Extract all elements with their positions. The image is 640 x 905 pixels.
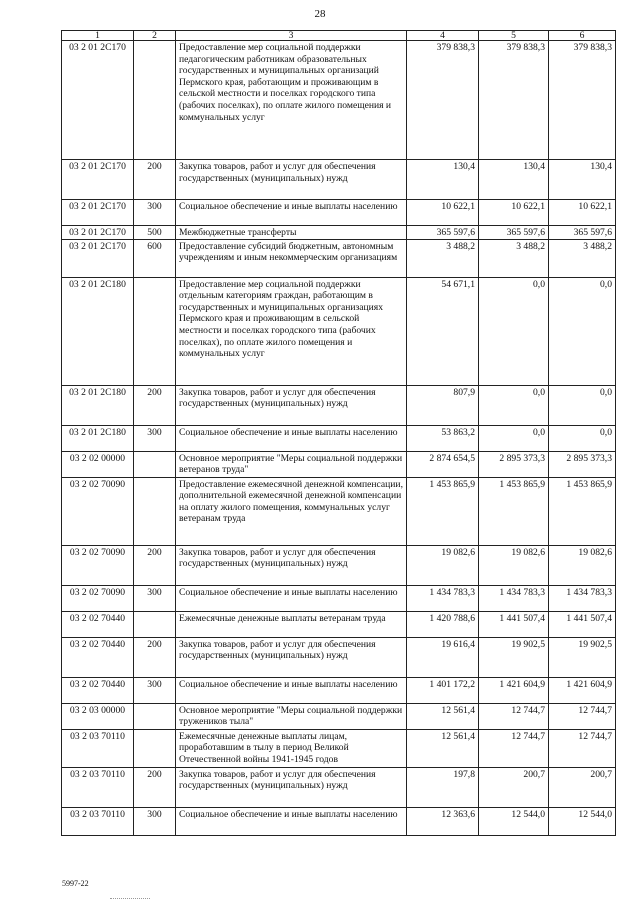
table-row xyxy=(62,226,616,240)
row-code: 03 2 01 2С170 xyxy=(62,226,134,240)
row-code: 03 2 02 00000 xyxy=(62,451,134,477)
row-value-col5: 0,0 xyxy=(479,425,549,451)
table-row xyxy=(62,545,616,585)
row-code: 03 2 01 2С180 xyxy=(62,425,134,451)
row-value-col6: 130,4 xyxy=(549,160,616,200)
row-value-col6: 1 434 783,3 xyxy=(549,585,616,611)
row-value-col6: 365 597,6 xyxy=(549,226,616,240)
row-name: Социальное обеспечение и иные выплаты населению xyxy=(176,200,407,226)
row-code: 03 2 02 70440 xyxy=(62,637,134,677)
row-type xyxy=(134,611,176,637)
row-name: Социальное обеспечение и иные выплаты населению xyxy=(176,585,407,611)
row-value-col6: 0,0 xyxy=(549,425,616,451)
row-value-col4: 12 363,6 xyxy=(407,807,479,835)
row-value-col5: 2 895 373,3 xyxy=(479,451,549,477)
row-code: 03 2 01 2С180 xyxy=(62,385,134,425)
row-value-col4: 3 488,2 xyxy=(407,239,479,277)
page-number: 28 xyxy=(314,8,326,20)
row-value-col6: 1 441 507,4 xyxy=(549,611,616,637)
row-value-col5: 1 434 783,3 xyxy=(479,585,549,611)
row-name: Предоставление мер социальной поддержки педагогическим работникам образовательных государственных и муниципальных организаций Пермского края, работающим и проживающим в сельской местности и поселках городского типа (рабочих поселках), по оплате жилого помещения и коммунальных услуг xyxy=(176,41,407,160)
row-value-col5: 200,7 xyxy=(479,767,549,807)
table-row xyxy=(62,611,616,637)
row-code: 03 2 03 70110 xyxy=(62,729,134,767)
row-type: 200 xyxy=(134,545,176,585)
row-value-col5: 365 597,6 xyxy=(479,226,549,240)
row-code: 03 2 01 2С170 xyxy=(62,41,134,160)
row-type: 300 xyxy=(134,200,176,226)
row-value-col4: 807,9 xyxy=(407,385,479,425)
row-value-col5: 3 488,2 xyxy=(479,239,549,277)
row-value-col6: 0,0 xyxy=(549,385,616,425)
row-value-col4: 19 616,4 xyxy=(407,637,479,677)
row-value-col5: 12 744,7 xyxy=(479,703,549,729)
row-code: 03 2 01 2С170 xyxy=(62,160,134,200)
row-value-col4: 19 082,6 xyxy=(407,545,479,585)
row-value-col5: 12 544,0 xyxy=(479,807,549,835)
row-value-col5: 19 902,5 xyxy=(479,637,549,677)
row-value-col5: 10 622,1 xyxy=(479,200,549,226)
row-name: Закупка товаров, работ и услуг для обеспечения государственных (муниципальных) нужд xyxy=(176,160,407,200)
row-type: 200 xyxy=(134,637,176,677)
column-header: 5 xyxy=(479,31,549,41)
row-value-col4: 2 874 654,5 xyxy=(407,451,479,477)
row-type: 300 xyxy=(134,807,176,835)
table-row xyxy=(62,200,616,226)
row-type: 300 xyxy=(134,677,176,703)
row-name: Ежемесячные денежные выплаты лицам, проработавшим в тылу в период Великой Отечественной войны 1941-1945 годов xyxy=(176,729,407,767)
row-type: 300 xyxy=(134,425,176,451)
row-name: Социальное обеспечение и иные выплаты населению xyxy=(176,677,407,703)
row-name: Предоставление ежемесячной денежной компенсации, дополнительной ежемесячной денежной компенсации на оплату жилого помещения, коммунальных услуг ветеранам труда xyxy=(176,477,407,545)
row-value-col4: 10 622,1 xyxy=(407,200,479,226)
row-type xyxy=(134,703,176,729)
row-code: 03 2 01 2С170 xyxy=(62,239,134,277)
row-value-col5: 19 082,6 xyxy=(479,545,549,585)
row-value-col6: 2 895 373,3 xyxy=(549,451,616,477)
row-type: 200 xyxy=(134,160,176,200)
row-value-col4: 12 561,4 xyxy=(407,729,479,767)
row-type xyxy=(134,41,176,160)
table-row xyxy=(62,585,616,611)
row-type xyxy=(134,729,176,767)
row-code: 03 2 03 70110 xyxy=(62,767,134,807)
row-value-col5: 0,0 xyxy=(479,385,549,425)
table-row xyxy=(62,807,616,835)
row-name: Межбюджетные трансферты xyxy=(176,226,407,240)
table-row xyxy=(62,477,616,545)
row-value-col4: 379 838,3 xyxy=(407,41,479,160)
table-row xyxy=(62,277,616,385)
table-row xyxy=(62,677,616,703)
row-name: Закупка товаров, работ и услуг для обеспечения государственных (муниципальных) нужд xyxy=(176,385,407,425)
table-row xyxy=(62,451,616,477)
column-header: 3 xyxy=(176,31,407,41)
row-code: 03 2 02 70440 xyxy=(62,677,134,703)
row-code: 03 2 01 2С170 xyxy=(62,200,134,226)
row-name: Закупка товаров, работ и услуг для обеспечения государственных (муниципальных) нужд xyxy=(176,637,407,677)
row-type: 200 xyxy=(134,385,176,425)
row-value-col6: 379 838,3 xyxy=(549,41,616,160)
row-value-col5: 0,0 xyxy=(479,277,549,385)
row-value-col4: 197,8 xyxy=(407,767,479,807)
row-type: 600 xyxy=(134,239,176,277)
row-name: Основное мероприятие "Меры социальной поддержки ветеранов труда" xyxy=(176,451,407,477)
row-value-col5: 130,4 xyxy=(479,160,549,200)
row-type: 500 xyxy=(134,226,176,240)
row-value-col4: 12 561,4 xyxy=(407,703,479,729)
row-type xyxy=(134,451,176,477)
row-value-col6: 0,0 xyxy=(549,277,616,385)
row-code: 03 2 02 70090 xyxy=(62,585,134,611)
row-type: 300 xyxy=(134,585,176,611)
row-value-col4: 1 420 788,6 xyxy=(407,611,479,637)
row-type: 200 xyxy=(134,767,176,807)
row-code: 03 2 03 70110 xyxy=(62,807,134,835)
row-value-col6: 19 082,6 xyxy=(549,545,616,585)
row-value-col4: 1 401 172,2 xyxy=(407,677,479,703)
row-value-col4: 53 863,2 xyxy=(407,425,479,451)
document-code: 5997-22 xyxy=(62,879,89,888)
table-row xyxy=(62,41,616,160)
row-name: Социальное обеспечение и иные выплаты населению xyxy=(176,807,407,835)
row-value-col6: 12 744,7 xyxy=(549,729,616,767)
row-value-col4: 365 597,6 xyxy=(407,226,479,240)
row-value-col6: 19 902,5 xyxy=(549,637,616,677)
row-name: Социальное обеспечение и иные выплаты населению xyxy=(176,425,407,451)
row-value-col5: 12 744,7 xyxy=(479,729,549,767)
row-code: 03 2 02 70090 xyxy=(62,545,134,585)
row-value-col5: 1 441 507,4 xyxy=(479,611,549,637)
header-row xyxy=(62,31,616,41)
row-value-col6: 1 421 604,9 xyxy=(549,677,616,703)
row-code: 03 2 02 70090 xyxy=(62,477,134,545)
row-name: Предоставление субсидий бюджетным, автономным учреждениям и иным некоммерческим организациям xyxy=(176,239,407,277)
row-name: Закупка товаров, работ и услуг для обеспечения государственных (муниципальных) нужд xyxy=(176,767,407,807)
row-name: Основное мероприятие "Меры социальной поддержки тружеников тыла" xyxy=(176,703,407,729)
row-code: 03 2 03 00000 xyxy=(62,703,134,729)
row-value-col4: 130,4 xyxy=(407,160,479,200)
row-value-col6: 12 744,7 xyxy=(549,703,616,729)
row-type xyxy=(134,477,176,545)
row-value-col4: 1 434 783,3 xyxy=(407,585,479,611)
row-value-col5: 379 838,3 xyxy=(479,41,549,160)
row-value-col6: 12 544,0 xyxy=(549,807,616,835)
row-name: Предоставление мер социальной поддержки отдельным категориям граждан, работающим в государственных и муниципальных организациях Пермского края и проживающим в сельской местности и поселках городского типа (рабочих поселках), по оплате жилого помещения и коммунальных услуг xyxy=(176,277,407,385)
row-value-col6: 10 622,1 xyxy=(549,200,616,226)
row-code: 03 2 02 70440 xyxy=(62,611,134,637)
row-code: 03 2 01 2С180 xyxy=(62,277,134,385)
table-row xyxy=(62,385,616,425)
table-row xyxy=(62,703,616,729)
table-row xyxy=(62,767,616,807)
row-value-col4: 1 453 865,9 xyxy=(407,477,479,545)
table-row xyxy=(62,160,616,200)
scan-artifact-line xyxy=(110,898,150,900)
row-value-col5: 1 421 604,9 xyxy=(479,677,549,703)
row-value-col6: 1 453 865,9 xyxy=(549,477,616,545)
row-value-col6: 3 488,2 xyxy=(549,239,616,277)
row-value-col6: 200,7 xyxy=(549,767,616,807)
row-value-col5: 1 453 865,9 xyxy=(479,477,549,545)
column-header: 1 xyxy=(62,31,134,41)
column-header: 4 xyxy=(407,31,479,41)
row-type xyxy=(134,277,176,385)
column-header: 2 xyxy=(134,31,176,41)
row-value-col4: 54 671,1 xyxy=(407,277,479,385)
budget-table xyxy=(61,30,616,836)
table-row xyxy=(62,425,616,451)
row-name: Ежемесячные денежные выплаты ветеранам труда xyxy=(176,611,407,637)
row-name: Закупка товаров, работ и услуг для обеспечения государственных (муниципальных) нужд xyxy=(176,545,407,585)
column-header: 6 xyxy=(549,31,616,41)
table-row xyxy=(62,239,616,277)
table-row xyxy=(62,637,616,677)
table-row xyxy=(62,729,616,767)
